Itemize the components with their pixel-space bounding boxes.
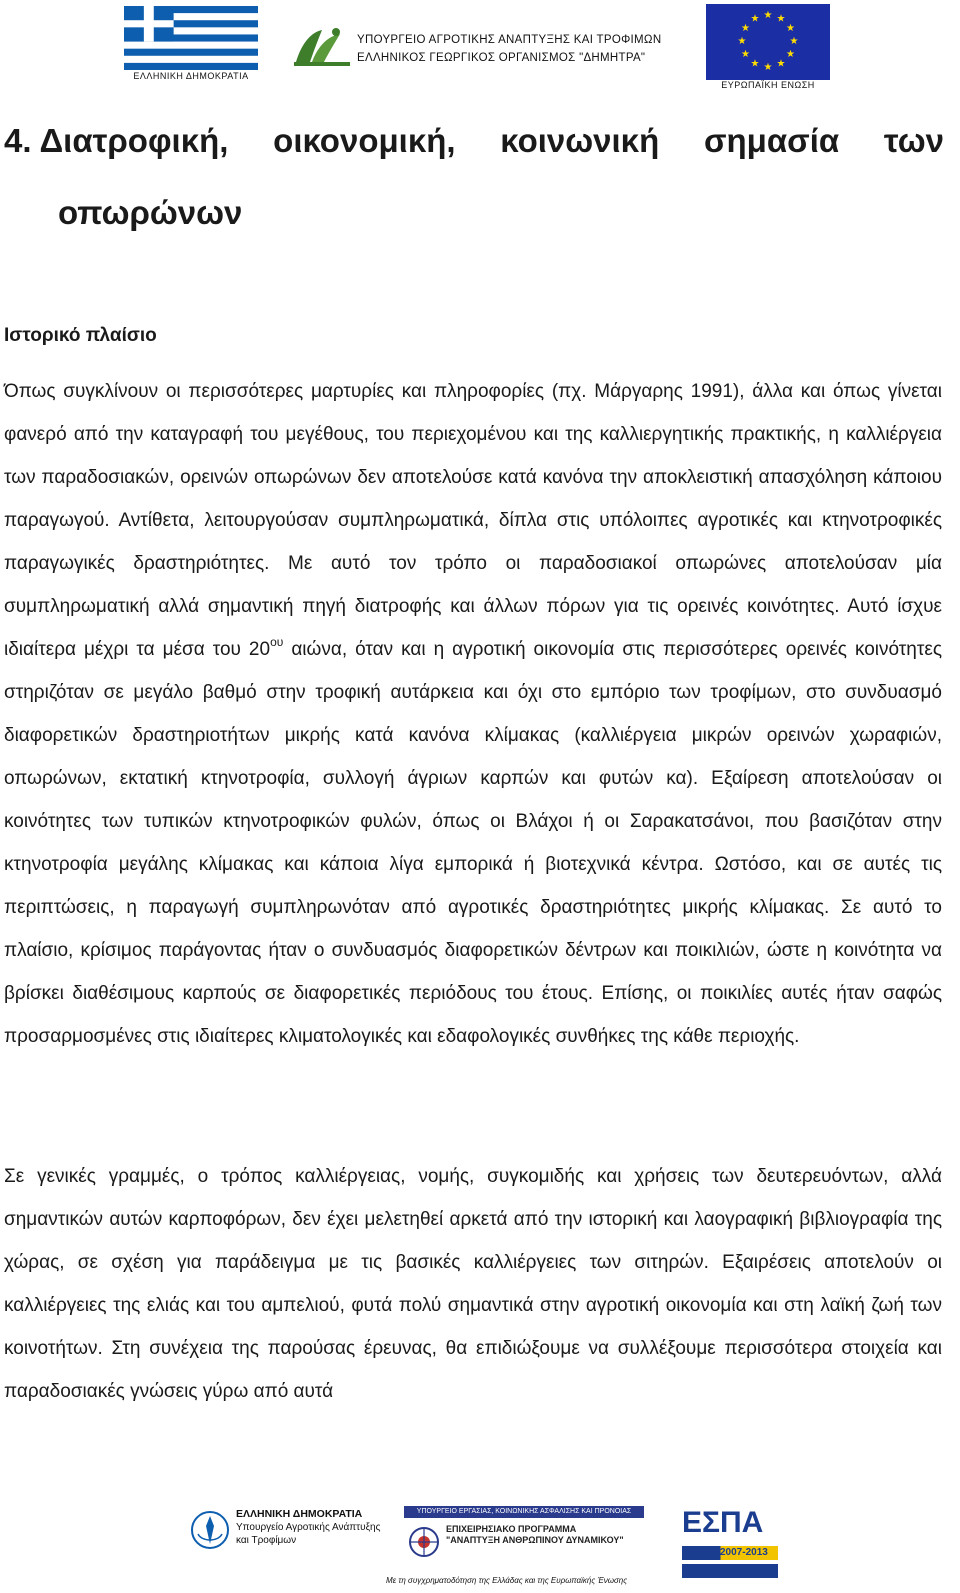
footer-ministry: Υπουργείο Αγροτικής Ανάπτυξης bbox=[236, 1522, 381, 1533]
svg-text:★: ★ bbox=[776, 58, 786, 70]
paragraph-1 bbox=[4, 370, 942, 1058]
title-word: 4. Διατροφική, bbox=[4, 122, 229, 159]
paragraph-1-text: Όπως συγκλίνουν οι περισσότερες μαρτυρίες και πληροφορίες (πχ. Μάργαρης 1991), άλλα και όπως γίνεται φανερό από την καταγραφή του μεγέθους, του περιεχομένου και της καλλιεργητικής πρακτικής, η καλλιέργεια των παραδοσιακών, ορεινών οπωρώνων δεν αποτελούσε κατά κανόνα την αποκλειστική απασχόληση κάποιου παραγωγού. Αντίθετα, λειτουργούσαν συμπληρωματικά, δίπλα στις υπόλοιπες αγροτικές και κτηνοτροφικές παραγωγικές δραστηριότητες. Με αυτό τον τρόπο οι παραδοσιακοί οπωρώνες αποτελούσαν μία συμπληρωματική αλλά σημαντική πηγή διατροφής και άλλων πόρων για τις ορεινές κοινότητες. Αυτό ίσχυε ιδιαίτερα μέχρι τα μέσα του 20 bbox=[4, 381, 942, 660]
title-word: σημασία bbox=[703, 122, 840, 159]
programme-text bbox=[446, 1524, 624, 1546]
svg-text:★: ★ bbox=[786, 49, 795, 60]
title-word: οικονομική, bbox=[273, 122, 456, 159]
page-footer bbox=[0, 1488, 960, 1593]
svg-text:★: ★ bbox=[763, 62, 773, 73]
document-title-continued: οπωρώνων bbox=[58, 194, 243, 231]
svg-text:★: ★ bbox=[737, 36, 747, 47]
title-word: κοινωνική bbox=[500, 122, 660, 159]
eu-flag-icon bbox=[706, 4, 830, 80]
espa-wordmark: ΕΣΠΑ bbox=[682, 1506, 764, 1539]
espa-subband bbox=[682, 1564, 778, 1578]
programme-line1: ΕΠΙΧΕΙΡΗΣΙΑΚΟ ΠΡΟΓΡΑΜΜΑ bbox=[446, 1524, 577, 1534]
paragraph-2: Σε γενικές γραμμές, ο τρόπος καλλιέργειας, νομής, συγκομιδής και χρήσεις των δευτερευόντων, αλλά σημαντικών αυτών καρποφόρων, δεν έχει μελετηθεί αρκετά από την ιστορική και λαογραφική βιβλιογραφία της χώρας, σε σχέση για παράδειγμα με τις βασικές καλλιέργειες των σιτηρών. Εξαιρέσεις αποτελούν οι καλλιέργειες της ελιάς και του αμπελιού, φυτά πολύ σημαντικά στην αγροτική οικονομία και στη λαϊκή ζωή των κοινοτήτων. Στη συνέχεια της παρούσας έρευνας, θα επιδιώξουμε να συλλέξουμε περισσότερα στοιχεία και παραδοσιακές γνώσεις γύρω από αυτά bbox=[4, 1166, 942, 1402]
svg-text:★: ★ bbox=[741, 49, 750, 60]
espa-logo bbox=[682, 1506, 778, 1584]
programme-emblem-icon bbox=[406, 1522, 442, 1562]
espa-years: 2007-2013 bbox=[720, 1547, 768, 1558]
organization-name: ΕΛΛΗΝΙΚΟΣ ΓΕΩΡΓΙΚΟΣ ΟΡΓΑΝΙΣΜΟΣ "ΔΗΜΗΤΡΑ" bbox=[357, 52, 646, 64]
operational-programme-logo bbox=[404, 1506, 644, 1572]
svg-text:★: ★ bbox=[786, 23, 795, 34]
cofinancing-note: Με τη συγχρηματοδότηση της Ελλάδας και της Ευρωπαϊκής Ένωσης bbox=[386, 1576, 628, 1585]
section-heading: Ιστορικό πλαίσιο bbox=[4, 325, 157, 346]
eu-caption: ΕΥΡΩΠΑΪΚΗ ΕΝΩΣΗ bbox=[721, 80, 815, 90]
paragraph-1-text-continued: αιώνα, όταν και η αγροτική οικονομία στις περισσότερες ορεινές κοινότητες στηριζόταν σε μεγάλο βαθμό στην τροφική αυτάρκεια και όχι στο εμπόριο των τροφίμων, στο συνδυασμό διαφορετικών δραστηριοτήτων μικρής κατά κανόνα κλίμακας (καλλιέργεια μικρών ορεινών χωραφιών, οπωρώνων, εκτατική κτηνοτροφία, συλλογή άγριων καρπών και φυτών κα). Εξαίρεση αποτελούσαν οι κοινότητες των τυπικών κτηνοτροφικών φυλών, όπως οι Βλάχοι ή οι Σαρακατσάνοι, που βασιζόταν στην κτηνοτροφία μεγάλης κλίμακας και κάποια λίγα εμπορικά ή βιοτεχνικά κέντρα. Ωστόσο, και σε αυτές τις περιπτώσεις, η παραγωγή συμπληρωνόταν από αγροτικές δραστηριότητες μικρής κλίμακας. Σε αυτό το πλαίσιο, κρίσιμος παράγοντας ήταν ο συνδυασμός διαφορετικών δέντρων και ποικιλιών, ώστε η κοινότητα να βρίσκει διαθέσιμους καρπούς σε διαφορετικές περιόδους του έτους. Επίσης, οι ποικιλίες αυτές ήταν σαφώς προσαρμοσμένες στις ιδιαίτερες κλιματολογικές και εδαφολογικές συνθήκες της κάθε περιοχής. bbox=[4, 639, 943, 1047]
ministry-footer-text bbox=[236, 1508, 380, 1547]
greek-seal-icon bbox=[190, 1504, 230, 1556]
svg-text:★: ★ bbox=[750, 13, 760, 25]
labour-ministry-band: ΥΠΟΥΡΓΕΙΟ ΕΡΓΑΣΙΑΣ, ΚΟΙΝΩΝΙΚΗΣ ΑΣΦΑΛΙΣΗΣ ΚΑΙ ΠΡΟΝΟΙΑΣ bbox=[404, 1506, 644, 1518]
ministry-name: ΥΠΟΥΡΓΕΙΟ ΑΓΡΟΤΙΚΗΣ ΑΝΑΠΤΥΞΗΣ ΚΑΙ ΤΡΟΦΙΜΩΝ bbox=[357, 34, 662, 46]
greek-flag-icon bbox=[124, 6, 258, 70]
ministry-logo bbox=[292, 22, 660, 72]
ordinal-superscript: ου bbox=[270, 635, 284, 649]
svg-text:★: ★ bbox=[776, 13, 786, 25]
footer-ministry-2: και Τροφίμων bbox=[236, 1535, 297, 1546]
demeter-emblem-icon bbox=[292, 22, 354, 72]
footer-republic: ΕΛΛΗΝΙΚΗ ΔΗΜΟΚΡΑΤΙΑ bbox=[236, 1508, 363, 1520]
greek-republic-caption: ΕΛΛΗΝΙΚΗ ΔΗΜΟΚΡΑΤΙΑ bbox=[133, 71, 249, 81]
title-word: των bbox=[883, 122, 944, 159]
document-title bbox=[4, 122, 944, 160]
svg-text:★: ★ bbox=[789, 36, 799, 47]
programme-line2: "ΑΝΑΠΤΥΞΗ ΑΝΘΡΩΠΙΝΟΥ ΔΥΝΑΜΙΚΟΥ" bbox=[446, 1535, 624, 1545]
svg-text:★: ★ bbox=[741, 23, 750, 34]
svg-text:★: ★ bbox=[763, 10, 773, 21]
page-header bbox=[0, 0, 960, 92]
svg-text:★: ★ bbox=[750, 58, 760, 70]
